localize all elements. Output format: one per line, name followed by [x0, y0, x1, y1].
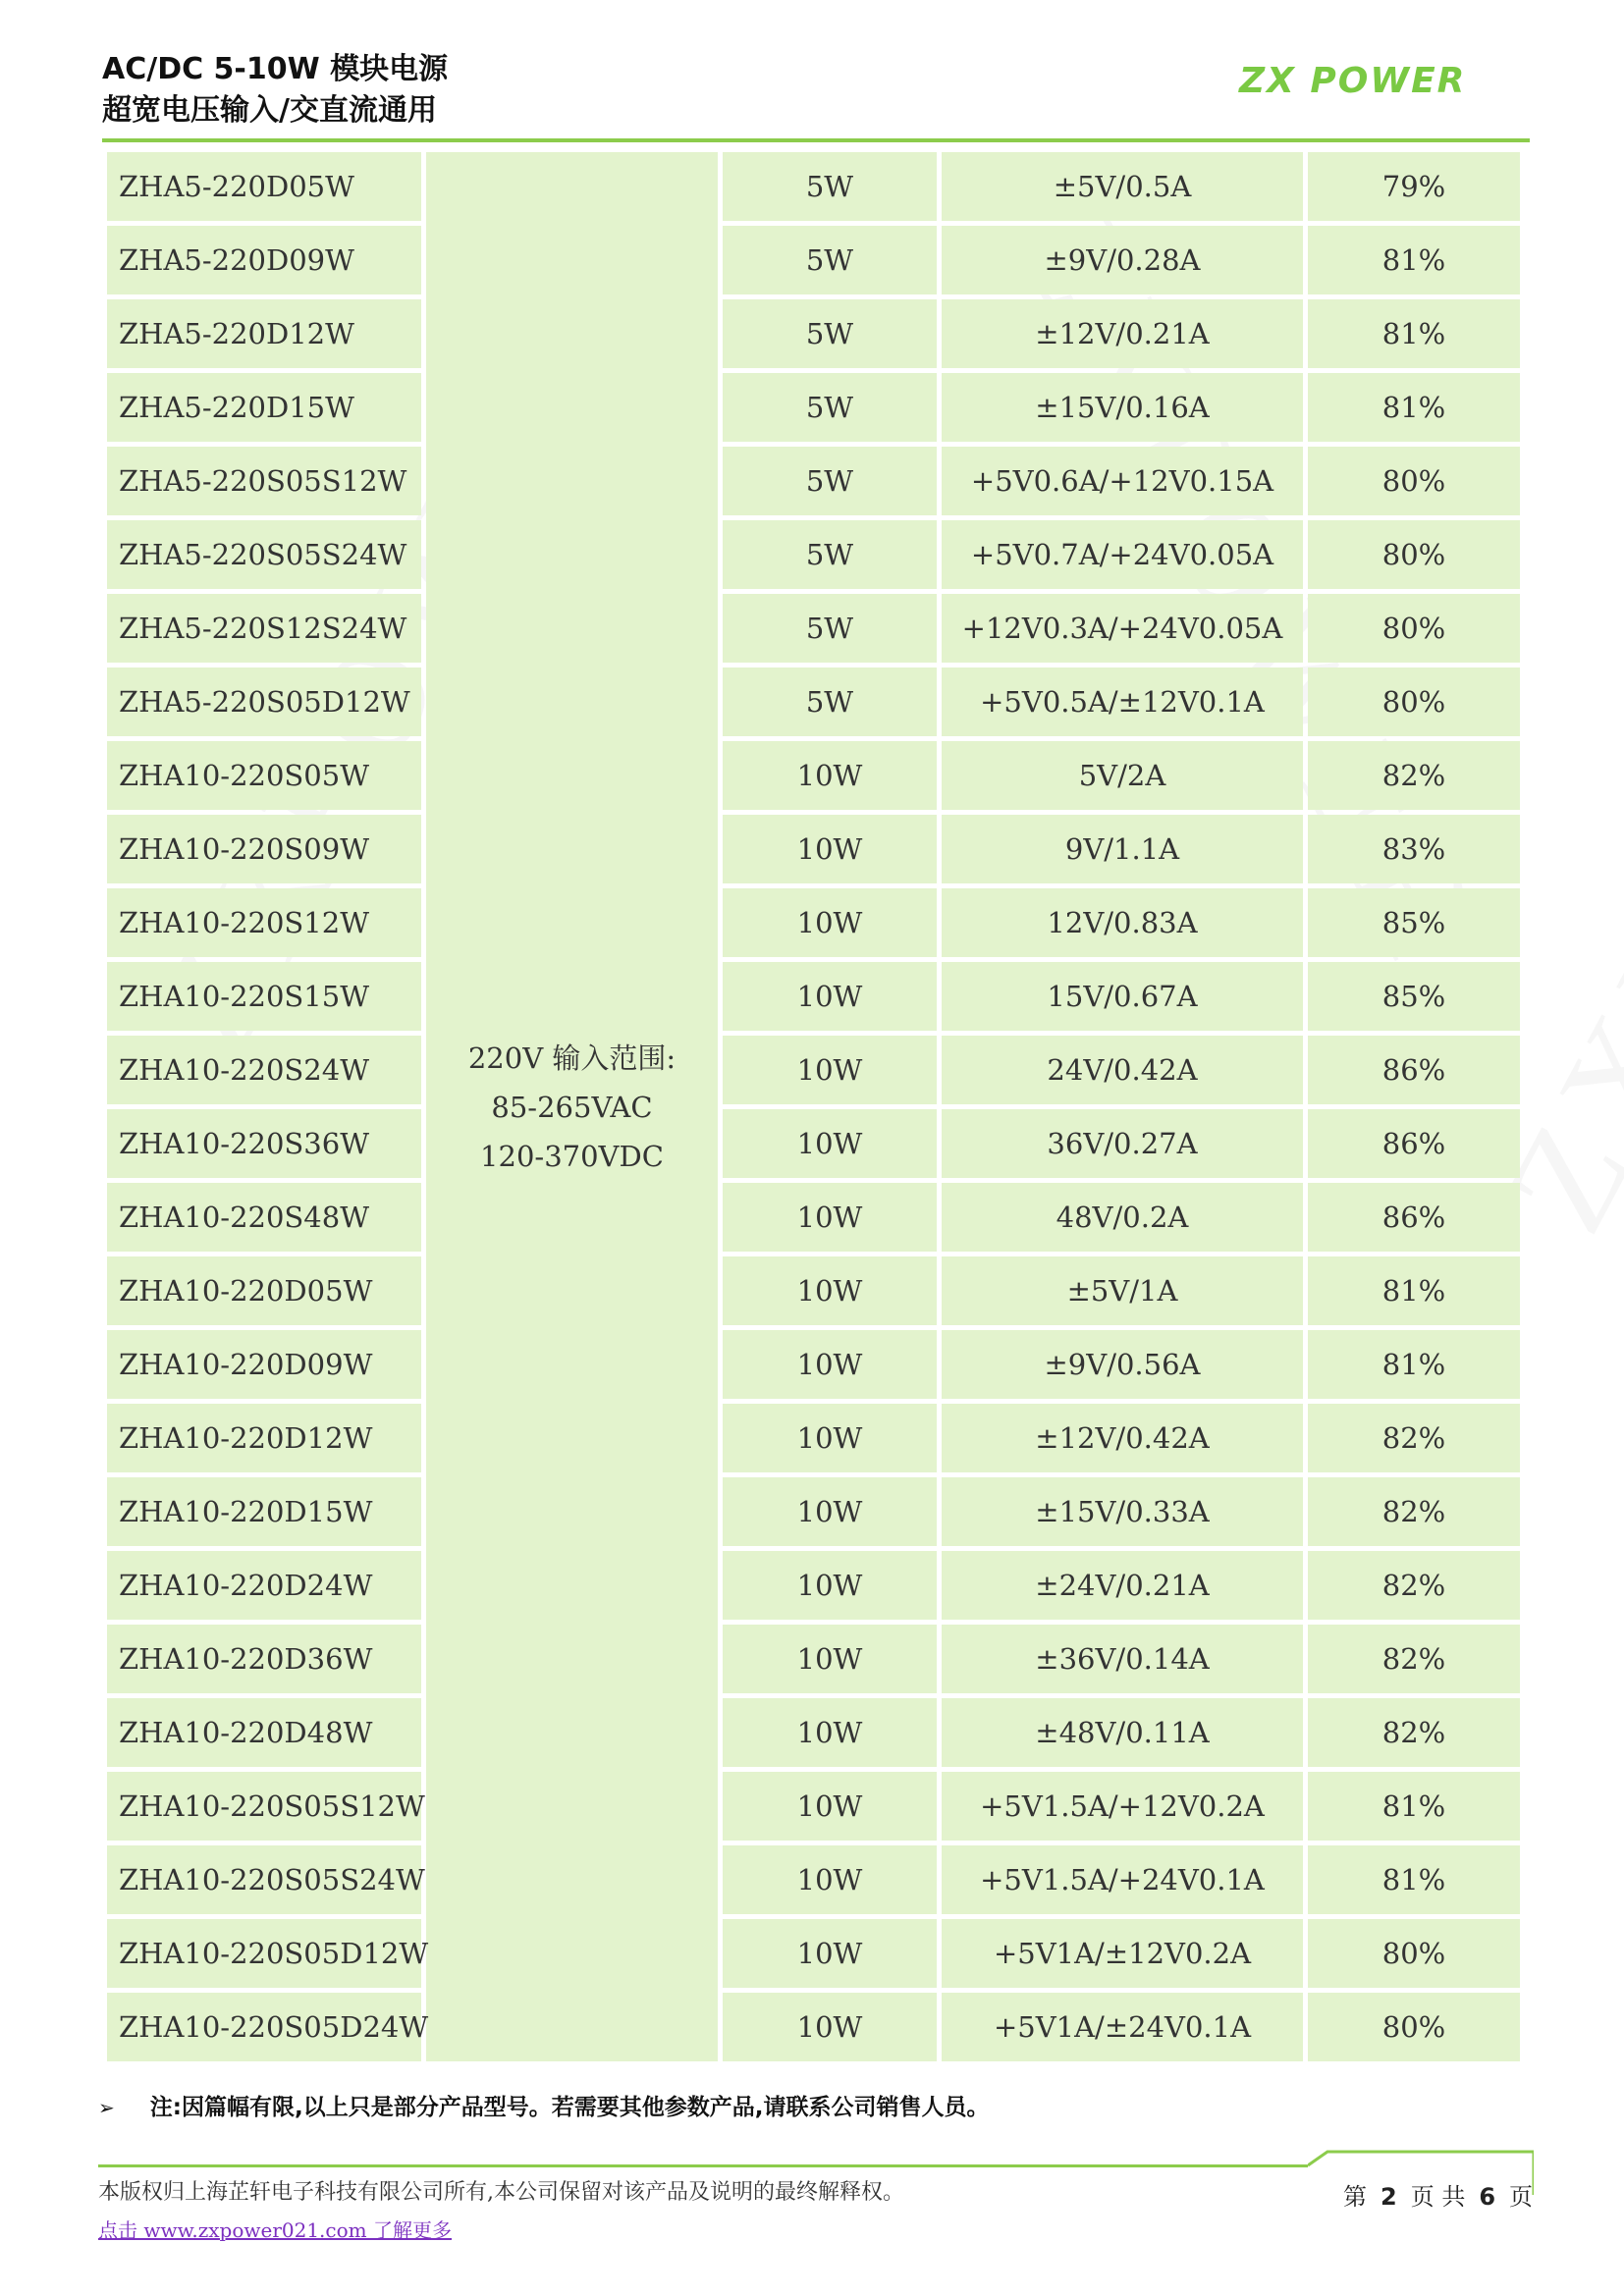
power-cell: 10W: [723, 741, 937, 810]
table-row: [107, 1551, 1520, 1620]
output-cell: ±15V/0.16A: [942, 373, 1303, 442]
efficiency-cell: 85%: [1308, 962, 1520, 1031]
power-cell: 10W: [723, 1625, 937, 1693]
power-cell: 10W: [723, 1845, 937, 1914]
table-row: [107, 1919, 1520, 1988]
model-cell: ZHA10-220S05S24W: [107, 1845, 421, 1914]
output-cell: ±12V/0.21A: [942, 299, 1303, 368]
table-row: [107, 520, 1520, 589]
table-row: [107, 1698, 1520, 1767]
efficiency-cell: 81%: [1308, 1845, 1520, 1914]
table-row: [107, 888, 1520, 957]
table-row: [107, 373, 1520, 442]
website-link[interactable]: 点击 www.zxpower021.com 了解更多: [98, 2218, 452, 2242]
efficiency-cell: 81%: [1308, 226, 1520, 294]
output-cell: 9V/1.1A: [942, 815, 1303, 883]
efficiency-cell: 85%: [1308, 888, 1520, 957]
model-cell: ZHA5-220D12W: [107, 299, 421, 368]
model-cell: ZHA10-220S05D24W: [107, 1993, 421, 2061]
model-cell: ZHA10-220S24W: [107, 1036, 421, 1104]
model-cell: ZHA5-220S05D12W: [107, 667, 421, 736]
efficiency-cell: 80%: [1308, 667, 1520, 736]
bullet-arrow-icon: ➢: [98, 2096, 115, 2119]
model-cell: ZHA5-220S05S12W: [107, 447, 421, 515]
output-cell: ±24V/0.21A: [942, 1551, 1303, 1620]
table-row: [107, 1772, 1520, 1841]
model-cell: ZHA10-220D05W: [107, 1256, 421, 1325]
power-cell: 5W: [723, 667, 937, 736]
model-cell: ZHA10-220S05W: [107, 741, 421, 810]
input-range-line3: 120-370VDC: [480, 1139, 664, 1173]
input-range-line2: 85-265VAC: [491, 1090, 653, 1124]
output-cell: 15V/0.67A: [942, 962, 1303, 1031]
power-cell: 10W: [723, 1993, 937, 2061]
efficiency-cell: 80%: [1308, 520, 1520, 589]
document-title: AC/DC 5-10W 模块电源: [102, 52, 449, 86]
product-table-body: [107, 152, 1520, 2061]
output-cell: +5V1A/±24V0.1A: [942, 1993, 1303, 2061]
table-row: [107, 1036, 1520, 1104]
footnote: [98, 2089, 989, 2121]
output-cell: 36V/0.27A: [942, 1109, 1303, 1178]
footer-divider: [98, 2164, 1308, 2167]
power-cell: 10W: [723, 1036, 937, 1104]
power-cell: 10W: [723, 1256, 937, 1325]
model-cell: ZHA5-220D09W: [107, 226, 421, 294]
table-row: [107, 1330, 1520, 1399]
model-cell: ZHA10-220D09W: [107, 1330, 421, 1399]
model-cell: ZHA10-220D24W: [107, 1551, 421, 1620]
efficiency-cell: 86%: [1308, 1109, 1520, 1178]
output-cell: +12V0.3A/+24V0.05A: [942, 594, 1303, 663]
table-row: [107, 962, 1520, 1031]
table-row: [107, 1625, 1520, 1693]
power-cell: 5W: [723, 520, 937, 589]
table-row: [107, 1183, 1520, 1252]
table-row: [107, 1477, 1520, 1546]
table-row: [107, 447, 1520, 515]
power-cell: 10W: [723, 815, 937, 883]
power-cell: 10W: [723, 1772, 937, 1841]
table-row: [107, 594, 1520, 663]
efficiency-cell: 86%: [1308, 1036, 1520, 1104]
efficiency-cell: 81%: [1308, 1256, 1520, 1325]
footnote-text: 注:因篇幅有限,以上只是部分产品型号。若需要其他参数产品,请联系公司销售人员。: [149, 2095, 990, 2120]
output-cell: +5V1.5A/+24V0.1A: [942, 1845, 1303, 1914]
efficiency-cell: 82%: [1308, 741, 1520, 810]
document-subtitle: 超宽电压输入/交直流通用: [102, 93, 437, 128]
efficiency-cell: 81%: [1308, 1330, 1520, 1399]
output-cell: 5V/2A: [942, 741, 1303, 810]
product-table: [102, 147, 1525, 2066]
power-cell: 10W: [723, 1551, 937, 1620]
output-cell: 12V/0.83A: [942, 888, 1303, 957]
efficiency-cell: 86%: [1308, 1183, 1520, 1252]
total-pages: 6: [1479, 2183, 1496, 2211]
table-row: [107, 1256, 1520, 1325]
model-cell: ZHA5-220S05S24W: [107, 520, 421, 589]
header-divider: [102, 138, 1530, 142]
output-cell: ±12V/0.42A: [942, 1404, 1303, 1472]
table-row: [107, 299, 1520, 368]
model-cell: ZHA10-220S36W: [107, 1109, 421, 1178]
power-cell: 5W: [723, 299, 937, 368]
model-cell: ZHA5-220D05W: [107, 152, 421, 221]
model-cell: ZHA10-220D36W: [107, 1625, 421, 1693]
table-row: [107, 1993, 1520, 2061]
table-row: [107, 667, 1520, 736]
power-cell: 5W: [723, 447, 937, 515]
output-cell: ±36V/0.14A: [942, 1625, 1303, 1693]
efficiency-cell: 80%: [1308, 447, 1520, 515]
output-cell: ±48V/0.11A: [942, 1698, 1303, 1767]
table-row: [107, 1404, 1520, 1472]
output-cell: ±5V/0.5A: [942, 152, 1303, 221]
model-cell: ZHA10-220D15W: [107, 1477, 421, 1546]
power-cell: 5W: [723, 226, 937, 294]
power-cell: 10W: [723, 1698, 937, 1767]
power-cell: 10W: [723, 1477, 937, 1546]
output-cell: 48V/0.2A: [942, 1183, 1303, 1252]
efficiency-cell: 82%: [1308, 1625, 1520, 1693]
power-cell: 5W: [723, 594, 937, 663]
model-cell: ZHA10-220S48W: [107, 1183, 421, 1252]
efficiency-cell: 80%: [1308, 1919, 1520, 1988]
model-cell: ZHA10-220S05D12W: [107, 1919, 421, 1988]
model-cell: ZHA10-220D12W: [107, 1404, 421, 1472]
efficiency-cell: 80%: [1308, 594, 1520, 663]
table-row: [107, 1109, 1520, 1178]
output-cell: ±5V/1A: [942, 1256, 1303, 1325]
output-cell: ±9V/0.56A: [942, 1330, 1303, 1399]
company-logo: [1239, 61, 1466, 112]
power-cell: 5W: [723, 152, 937, 221]
output-cell: ±9V/0.28A: [942, 226, 1303, 294]
model-cell: ZHA10-220S05S12W: [107, 1772, 421, 1841]
page-indicator: 第 2 页 共 6 页: [1343, 2183, 1534, 2211]
power-cell: 10W: [723, 1330, 937, 1399]
output-cell: +5V0.5A/±12V0.1A: [942, 667, 1303, 736]
power-cell: 10W: [723, 1109, 937, 1178]
table-row: [107, 226, 1520, 294]
table-row: [107, 815, 1520, 883]
copyright-notice: 本版权归上海芷轩电子科技有限公司所有,本公司保留对该产品及说明的最终解释权。: [98, 2180, 904, 2205]
power-cell: 10W: [723, 1919, 937, 1988]
efficiency-cell: 81%: [1308, 299, 1520, 368]
efficiency-cell: 81%: [1308, 1772, 1520, 1841]
output-cell: +5V0.6A/+12V0.15A: [942, 447, 1303, 515]
logo-text: ZX POWER: [1239, 61, 1467, 101]
model-cell: ZHA10-220S15W: [107, 962, 421, 1031]
model-cell: ZHA5-220S12S24W: [107, 594, 421, 663]
current-page: 2: [1380, 2183, 1397, 2211]
input-range-cell: [426, 152, 718, 2061]
output-cell: ±15V/0.33A: [942, 1477, 1303, 1546]
efficiency-cell: 82%: [1308, 1551, 1520, 1620]
power-cell: 10W: [723, 1183, 937, 1252]
efficiency-cell: 82%: [1308, 1477, 1520, 1546]
document-header: [102, 49, 448, 132]
efficiency-cell: 80%: [1308, 1993, 1520, 2061]
table-row: [107, 152, 1520, 221]
output-cell: +5V1A/±12V0.2A: [942, 1919, 1303, 1988]
power-cell: 5W: [723, 373, 937, 442]
efficiency-cell: 82%: [1308, 1698, 1520, 1767]
output-cell: +5V0.7A/+24V0.05A: [942, 520, 1303, 589]
model-cell: ZHA10-220S12W: [107, 888, 421, 957]
table-row: [107, 1845, 1520, 1914]
model-cell: ZHA10-220S09W: [107, 815, 421, 883]
efficiency-cell: 79%: [1308, 152, 1520, 221]
power-cell: 10W: [723, 888, 937, 957]
input-range-line1: 220V 输入范围:: [467, 1041, 677, 1075]
model-cell: ZHA10-220D48W: [107, 1698, 421, 1767]
output-cell: 24V/0.42A: [942, 1036, 1303, 1104]
efficiency-cell: 81%: [1308, 373, 1520, 442]
efficiency-cell: 82%: [1308, 1404, 1520, 1472]
power-cell: 10W: [723, 1404, 937, 1472]
power-cell: 10W: [723, 962, 937, 1031]
output-cell: +5V1.5A/+12V0.2A: [942, 1772, 1303, 1841]
efficiency-cell: 83%: [1308, 815, 1520, 883]
model-cell: ZHA5-220D15W: [107, 373, 421, 442]
table-row: [107, 741, 1520, 810]
